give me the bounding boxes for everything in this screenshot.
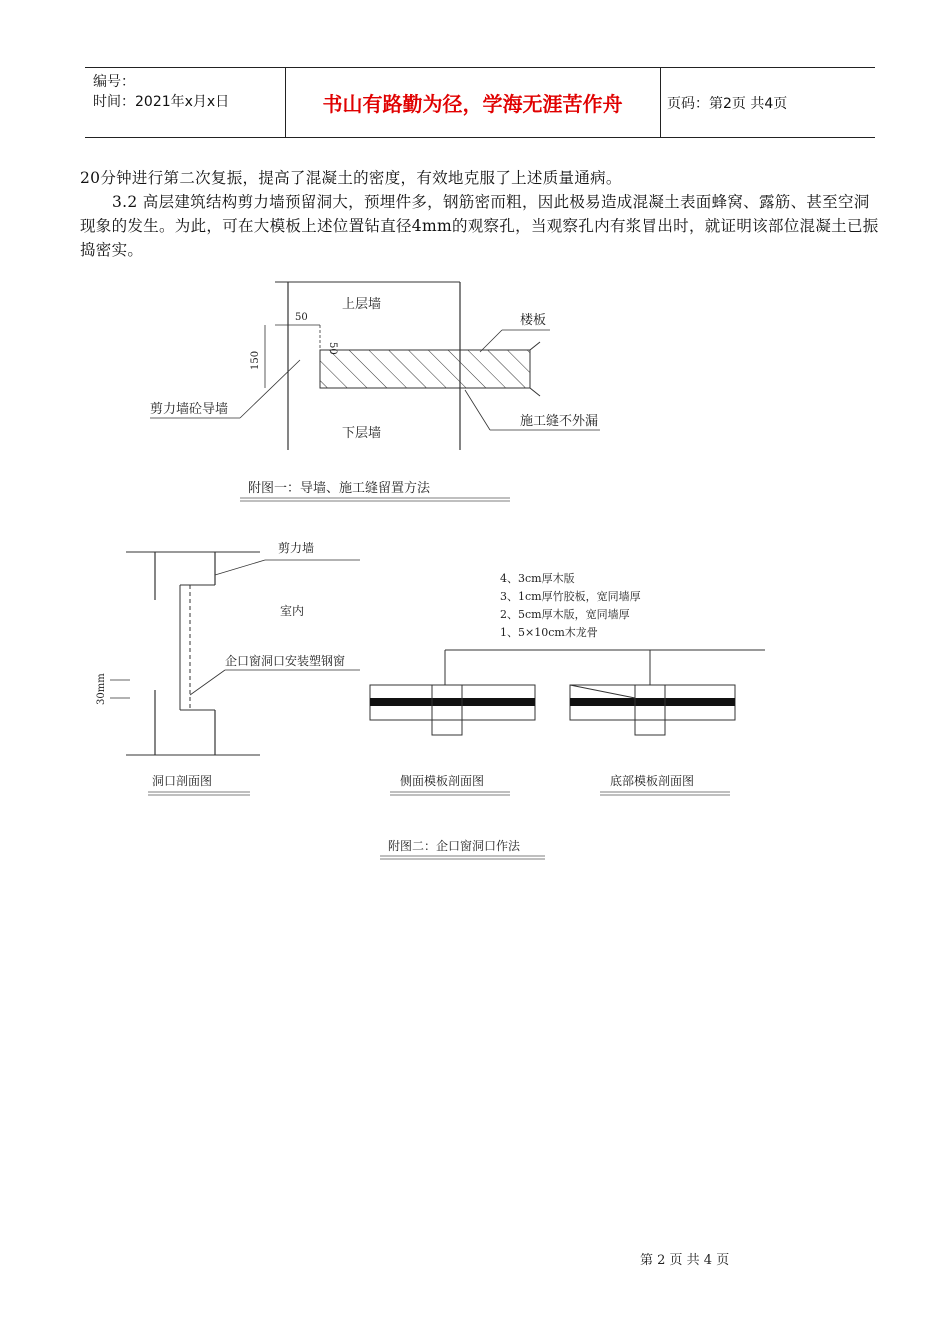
page-header: [85, 67, 875, 138]
dim-label: 50: [327, 342, 338, 355]
caption-bottom-formwork: 底部模板剖面图: [610, 774, 695, 788]
indoor-label: 室内: [280, 604, 305, 618]
legend-item: 1、5×10cm木龙骨: [500, 626, 598, 639]
caption-side-formwork: 侧面模板剖面图: [400, 774, 485, 788]
header-meta: [93, 72, 283, 112]
figure-guide-wall: [130, 270, 650, 505]
doc-time-label: 时间：2021年x月x日: [93, 94, 230, 110]
doc-number-label: 编号：: [93, 74, 135, 90]
paragraph: 3.2 高层建筑结构剪力墙预留洞大，预埋件多，钢筋密而粗，因此极易造成混凝土表面蜂窝、露筋、甚至空洞现象的发生。为此，可在大模板上述位置钻直径4mm的观察孔，当观察孔内有浆冒出时，就证明该部位混凝土已振捣密实。: [80, 193, 879, 259]
body-text: [80, 166, 880, 262]
legend-item: 4、3cm厚木版: [500, 572, 575, 585]
legend-item: 2、5cm厚木版，宽同墙厚: [500, 608, 630, 621]
dim-label: 150: [250, 350, 261, 370]
upper-wall-label: 上层墙: [342, 297, 382, 312]
floor-slab-label: 楼板: [520, 313, 547, 328]
dim-label: 30mm: [96, 673, 107, 705]
legend-item: 3、1cm厚竹胶板，宽同墙厚: [500, 590, 641, 603]
lower-wall-label: 下层墙: [342, 426, 382, 441]
header-page-info: 页码：第2页 共4页: [667, 95, 788, 112]
header-divider: [660, 68, 661, 137]
guide-wall-label: 剪力墙砼导墙: [150, 402, 229, 417]
figure2-caption: 附图二：企口窗洞口作法: [388, 839, 521, 853]
header-motto: 书山有路勤为径，学海无涯苦作舟: [322, 92, 623, 116]
caption-opening: 洞口剖面图: [152, 774, 213, 788]
floor-slab: [320, 350, 530, 388]
window-label: 企口窗洞口安装塑钢窗: [225, 654, 346, 668]
figure1-caption: 附图一：导墙、施工缝留置方法: [248, 481, 431, 496]
joint-label: 施工缝不外漏: [520, 414, 599, 429]
page-footer: 第 2 页 共 4 页: [640, 1253, 730, 1268]
paragraph: 20分钟进行第二次复振，提高了混凝土的密度，有效地克服了上述质量通病。: [80, 169, 622, 187]
figure-window-opening: [90, 530, 780, 865]
shear-wall-label: 剪力墙: [278, 541, 315, 555]
dim-label: 50: [295, 312, 308, 323]
